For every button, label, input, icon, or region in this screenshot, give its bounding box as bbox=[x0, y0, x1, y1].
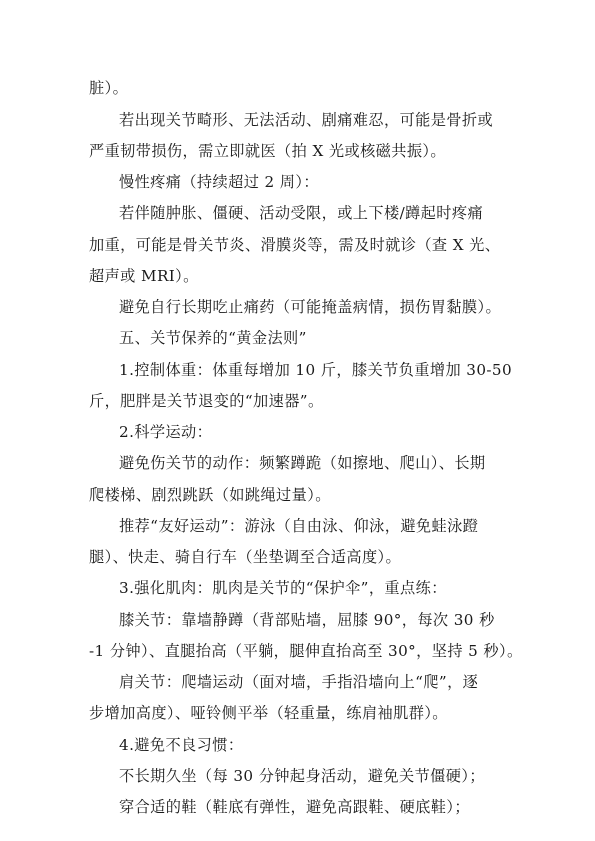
text-line: 肩关节：爬墙运动（面对墙，手指沿墙向上“爬”，逐 bbox=[119, 673, 479, 691]
text-line: 若出现关节畸形、无法活动、剧痛难忍，可能是骨折或 bbox=[119, 111, 494, 129]
text-line: 脏）。 bbox=[89, 79, 129, 97]
text-line: 步增加高度）、哑铃侧平举（轻重量，练肩袖肌群）。 bbox=[89, 704, 448, 722]
text-line: 穿合适的鞋（鞋底有弹性，避免高跟鞋、硬底鞋）； bbox=[119, 798, 470, 816]
text-line: 爬楼梯、剧烈跳跃（如跳绳过量）。 bbox=[89, 486, 331, 504]
text-line: 膝关节：靠墙静蹲（背部贴墙，屈膝 90°，每次 30 秒 bbox=[119, 611, 495, 629]
text-line: 2.科学运动： bbox=[119, 423, 213, 441]
text-line: 1.控制体重：体重每增加 10 斤，膝关节负重增加 30-50 bbox=[119, 361, 513, 379]
text-line: 腿）、快走、骑自行车（坐垫调至合适高度）。 bbox=[89, 548, 402, 566]
text-line: 推荐“友好运动”：游泳（自由泳、仰泳，避免蛙泳蹬 bbox=[119, 517, 479, 535]
text-line: 3.强化肌肉：肌肉是关节的“保护伞”，重点练： bbox=[119, 579, 447, 597]
section-heading: 五、关节保养的“黄金法则” bbox=[119, 329, 307, 347]
text-line: 严重韧带损伤，需立即就医（拍 X 光或核磁共振）。 bbox=[89, 142, 446, 160]
text-line: 避免自行长期吃止痛药（可能掩盖病情，损伤胃黏膜）。 bbox=[119, 298, 502, 316]
text-line: 超声或 MRI）。 bbox=[89, 267, 199, 285]
text-line: 4.避免不良习惯： bbox=[119, 736, 244, 754]
text-line: -1 分钟）、直腿抬高（平躺，腿伸直抬高至 30°，坚持 5 秒）。 bbox=[89, 642, 523, 660]
text-line: 避免伤关节的动作：频繁蹲跪（如擦地、爬山）、长期 bbox=[119, 454, 486, 472]
text-line: 若伴随肿胀、僵硬、活动受限，或上下楼/蹲起时疼痛 bbox=[119, 204, 484, 222]
text-line: 加重，可能是骨关节炎、滑膜炎等，需及时就诊（查 X 光、 bbox=[89, 236, 501, 254]
text-line: 慢性疼痛（持续超过 2 周）： bbox=[119, 173, 319, 191]
text-line: 斤，肥胖是关节退变的“加速器”。 bbox=[89, 392, 324, 410]
text-line: 不长期久坐（每 30 分钟起身活动，避免关节僵硬）； bbox=[119, 767, 485, 785]
